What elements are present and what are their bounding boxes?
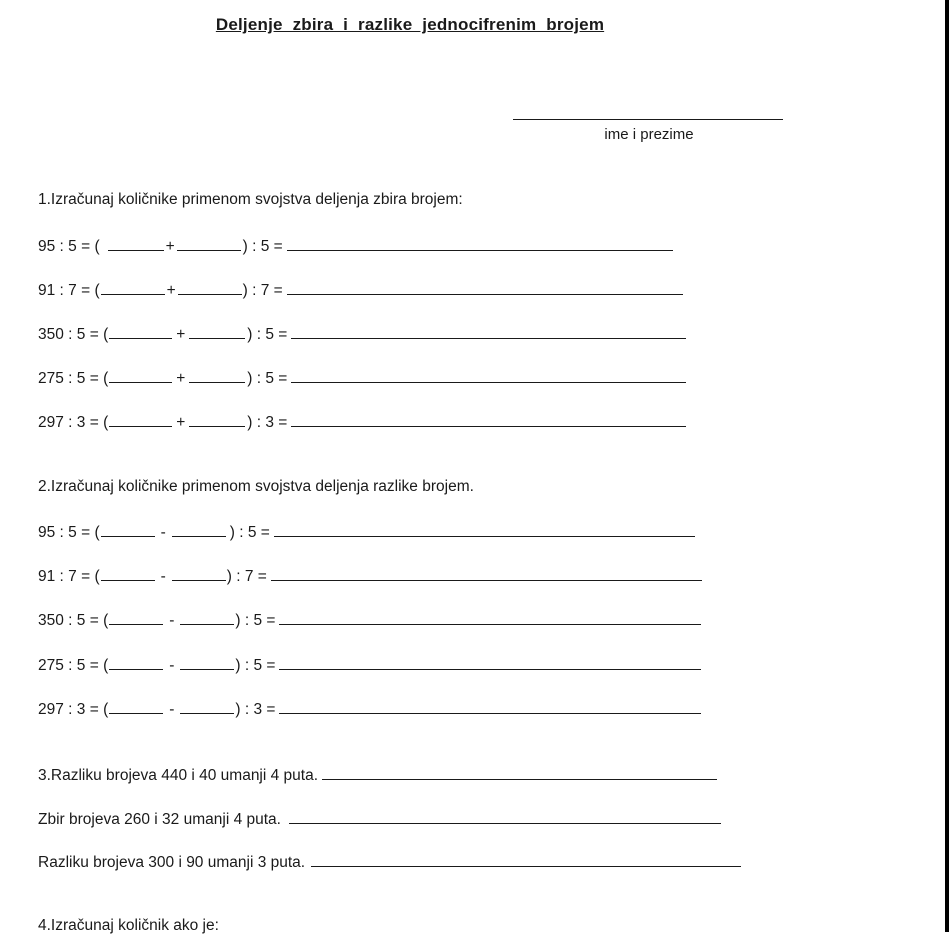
task2-row-3 bbox=[38, 610, 701, 630]
task2-row-5-divisor: ) : 3 = bbox=[235, 701, 276, 718]
task3-line-3 bbox=[38, 852, 741, 872]
task1-row-2-divisor: ) : 7 = bbox=[242, 282, 283, 299]
task2-row-2-operator: - bbox=[160, 568, 166, 585]
task3-line-2-text: Zbir brojeva 260 i 32 umanji 4 puta. bbox=[38, 811, 281, 828]
task2-row-5-blank-a[interactable] bbox=[109, 699, 163, 714]
task3-line-3-text: Razliku brojeva 300 i 90 umanji 3 puta. bbox=[38, 854, 306, 871]
task1-row-4-answer[interactable] bbox=[291, 368, 686, 383]
task4-heading: 4.Izračunaj količnik ako je: bbox=[38, 917, 219, 934]
task2-row-4-blank-a[interactable] bbox=[109, 655, 163, 670]
task1-row-5-blank-b[interactable] bbox=[189, 412, 245, 427]
task2-row-4-lhs: 275 : 5 = ( bbox=[38, 657, 109, 674]
task1-row-5-answer[interactable] bbox=[291, 412, 686, 427]
task2-row-2-blank-a[interactable] bbox=[101, 566, 155, 581]
task1-row-2-answer[interactable] bbox=[287, 280, 683, 295]
task2-row-2-blank-b[interactable] bbox=[172, 566, 226, 581]
task2-row-5-answer[interactable] bbox=[279, 699, 701, 714]
task1-row-1-divisor: ) : 5 = bbox=[242, 238, 283, 255]
name-label: ime i prezime bbox=[604, 126, 694, 143]
task1-row-5-lhs: 297 : 3 = ( bbox=[38, 414, 109, 431]
task1-row-1-blank-b[interactable] bbox=[177, 236, 241, 251]
task1-row-2-blank-b[interactable] bbox=[178, 280, 242, 295]
task2-heading: 2.Izračunaj količnike primenom svojstva deljenja razlike brojem. bbox=[38, 478, 474, 495]
task2-row-1-operator: - bbox=[160, 524, 166, 541]
task3-line-1-answer[interactable] bbox=[322, 765, 717, 780]
task1-row-3-answer[interactable] bbox=[291, 324, 686, 339]
task2-row-2-answer[interactable] bbox=[271, 566, 702, 581]
task1-row-4-blank-b[interactable] bbox=[189, 368, 245, 383]
task3-line-3-answer[interactable] bbox=[311, 852, 741, 867]
task2-row-4-operator: - bbox=[169, 657, 175, 674]
task2-row-1 bbox=[38, 522, 695, 542]
task1-row-4-divisor: ) : 5 = bbox=[247, 370, 288, 387]
task1-row-5-blank-a[interactable] bbox=[109, 412, 172, 427]
task1-row-1-operator: + bbox=[165, 238, 175, 255]
task1-row-2-blank-a[interactable] bbox=[101, 280, 165, 295]
task2-row-1-blank-b[interactable] bbox=[172, 522, 226, 537]
task1-row-2-operator: + bbox=[166, 282, 176, 299]
task1-row-3-lhs: 350 : 5 = ( bbox=[38, 326, 109, 343]
task3-line-2 bbox=[38, 809, 721, 829]
task2-row-2-divisor: ) : 7 = bbox=[226, 568, 267, 585]
name-signature-line[interactable] bbox=[513, 119, 783, 120]
task1-row-1-answer[interactable] bbox=[287, 236, 673, 251]
task1-row-4 bbox=[38, 368, 686, 388]
task2-row-4 bbox=[38, 655, 701, 675]
task1-row-1 bbox=[38, 236, 673, 256]
task1-row-2 bbox=[38, 280, 683, 300]
task2-row-4-divisor: ) : 5 = bbox=[235, 657, 276, 674]
task2-row-3-blank-b[interactable] bbox=[180, 610, 234, 625]
task1-row-4-operator: + bbox=[176, 370, 186, 387]
page-edge-border bbox=[945, 0, 949, 932]
task2-row-3-divisor: ) : 5 = bbox=[235, 612, 276, 629]
task2-row-3-operator: - bbox=[169, 612, 175, 629]
task2-row-5 bbox=[38, 699, 701, 719]
task1-row-3-divisor: ) : 5 = bbox=[247, 326, 288, 343]
page-title: Deljenje zbira i razlike jednocifrenim brojem bbox=[215, 15, 605, 34]
task3-line-2-answer[interactable] bbox=[289, 809, 721, 824]
task1-row-3-blank-a[interactable] bbox=[109, 324, 172, 339]
task1-row-4-lhs: 275 : 5 = ( bbox=[38, 370, 109, 387]
task1-row-1-lhs: 95 : 5 = ( bbox=[38, 238, 100, 255]
task1-row-5-operator: + bbox=[176, 414, 186, 431]
task1-row-3-operator: + bbox=[176, 326, 186, 343]
task2-row-3-blank-a[interactable] bbox=[109, 610, 163, 625]
task2-row-4-answer[interactable] bbox=[279, 655, 701, 670]
task2-row-5-operator: - bbox=[169, 701, 175, 718]
task2-row-3-lhs: 350 : 5 = ( bbox=[38, 612, 109, 629]
task2-row-2 bbox=[38, 566, 702, 586]
task2-row-5-blank-b[interactable] bbox=[180, 699, 234, 714]
task2-row-2-lhs: 91 : 7 = ( bbox=[38, 568, 100, 585]
task2-row-4-blank-b[interactable] bbox=[180, 655, 234, 670]
task2-row-1-blank-a[interactable] bbox=[101, 522, 155, 537]
task2-row-1-answer[interactable] bbox=[274, 522, 695, 537]
task1-row-5-divisor: ) : 3 = bbox=[247, 414, 288, 431]
task1-row-4-blank-a[interactable] bbox=[109, 368, 172, 383]
task2-row-5-lhs: 297 : 3 = ( bbox=[38, 701, 109, 718]
task1-heading: 1.Izračunaj količnike primenom svojstva deljenja zbira brojem: bbox=[38, 191, 463, 208]
task2-row-1-lhs: 95 : 5 = ( bbox=[38, 524, 100, 541]
task1-row-3-blank-b[interactable] bbox=[189, 324, 245, 339]
task1-row-1-blank-a[interactable] bbox=[108, 236, 164, 251]
task3-line-1 bbox=[38, 765, 717, 785]
task1-row-2-lhs: 91 : 7 = ( bbox=[38, 282, 100, 299]
task2-row-3-answer[interactable] bbox=[279, 610, 701, 625]
task2-row-1-divisor: ) : 5 = bbox=[229, 524, 270, 541]
task3-line-1-text: 3.Razliku brojeva 440 i 40 umanji 4 puta. bbox=[38, 767, 319, 784]
task1-row-3 bbox=[38, 324, 686, 344]
task1-row-5 bbox=[38, 412, 686, 432]
